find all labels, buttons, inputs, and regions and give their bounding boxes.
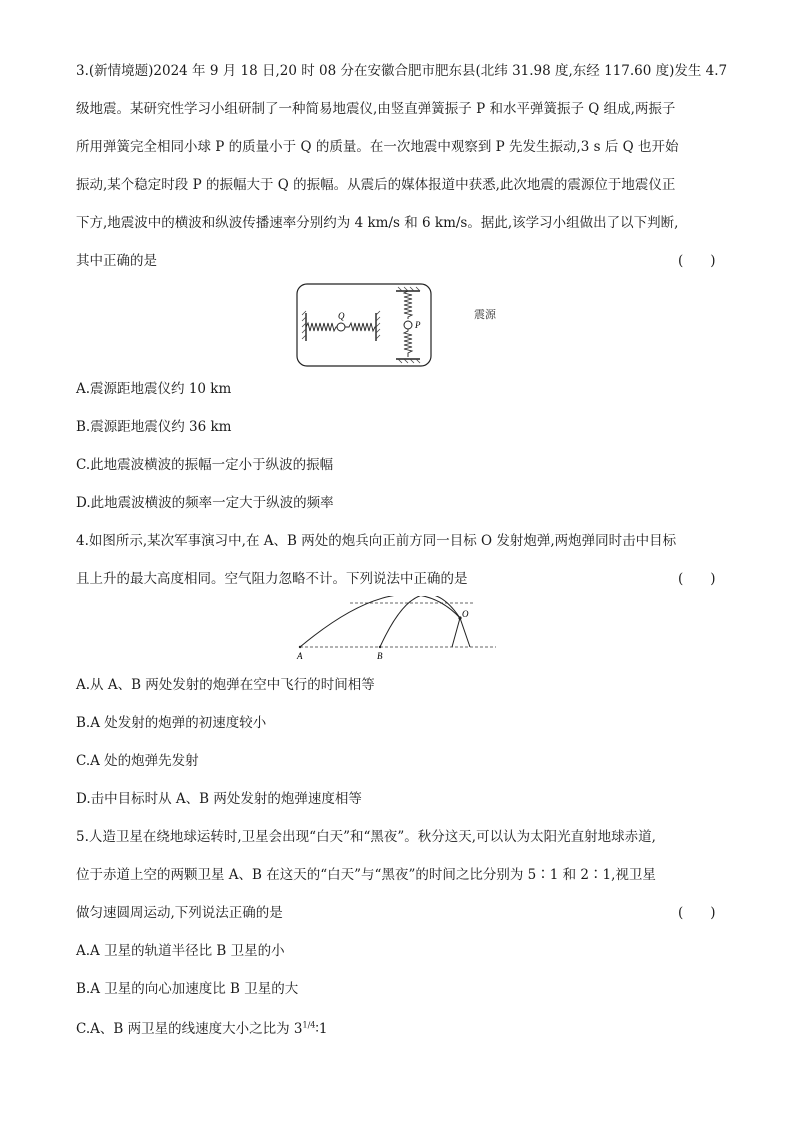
q4-option-c: C.A 处的炮弹先发射	[76, 753, 199, 769]
q3-seismometer-figure	[296, 283, 432, 367]
q3-option-c: C.此地震波横波的振幅一定小于纵波的振幅	[76, 457, 334, 473]
q3-option-d: D.此地震波横波的频率一定大于纵波的频率	[76, 495, 334, 511]
q5-option-c-prefix: C.A、B 两卫星的线速度大小之比为 3	[76, 1021, 303, 1037]
q4-line-1: 4.如图所示,某次军事演习中,在 A、B 两处的炮兵向正前方同一目标 O 发射炮弹,两炮弹同时击中目标	[76, 533, 677, 549]
q5-option-c	[76, 1019, 327, 1039]
q4-option-a: A.从 A、B 两处发射的炮弹在空中飞行的时间相等	[76, 677, 375, 693]
q3-line-1: 3.(新情境题)2024 年 9 月 18 日,20 时 08 分在安徽合肥市肥东县(北纬 31.98 度,东经 117.60 度)发生 4.7	[76, 63, 728, 79]
q4-line-2: 且上升的最大高度相同。空气阻力忽略不计。下列说法中正确的是	[76, 571, 468, 587]
q4-label-a: A	[297, 651, 303, 661]
q3-label-source: 震源	[474, 308, 496, 321]
q5-line-3: 做匀速圆周运动,下列说法正确的是	[76, 905, 283, 921]
q5-option-a: A.A 卫星的轨道半径比 B 卫星的小	[76, 943, 285, 959]
q3-line-4: 振动,某个稳定时段 P 的振幅大于 Q 的振幅。从震后的媒体报道中获悉,此次地震的震源位于地震仪正	[76, 177, 676, 193]
q4-option-b: B.A 处发射的炮弹的初速度较小	[76, 715, 267, 731]
q5-line-2: 位于赤道上空的两颗卫星 A、B 在这天的“白天”与“黑夜”的时间之比分别为 5∶1 和 2∶1,视卫星	[76, 867, 656, 883]
q3-line-5: 下方,地震波中的横波和纵波传播速率分别约为 4 km/s 和 6 km/s。据此,该学习小组做出了以下判断,	[76, 215, 679, 231]
q4-label-o: O	[462, 609, 469, 619]
q4-option-d: D.击中目标时从 A、B 两处发射的炮弹速度相等	[76, 791, 362, 807]
q3-label-p: P	[415, 320, 421, 330]
q3-line-3: 所用弹簧完全相同小球 P 的质量小于 Q 的质量。在一次地震中观察到 P 先发生振动,3 s 后 Q 也开始	[76, 139, 679, 155]
q4-label-b: B	[377, 651, 383, 661]
q3-line-6: 其中正确的是	[76, 253, 157, 269]
q4-answer-paren: ( )	[678, 571, 716, 587]
q3-line-2: 级地震。某研究性学习小组研制了一种简易地震仪,由竖直弹簧振子 P 和水平弹簧振子 Q 组成,两振子	[76, 101, 676, 117]
q5-line-1: 5.人造卫星在绕地球运转时,卫星会出现“白天”和“黑夜”。秋分这天,可以认为太阳光直射地球赤道,	[76, 829, 656, 845]
q5-option-c-exponent: 1/4	[302, 1020, 316, 1030]
q5-answer-paren: ( )	[678, 905, 716, 921]
q5-option-b: B.A 卫星的向心加速度比 B 卫星的大	[76, 981, 299, 997]
q4-trajectory-figure	[290, 596, 500, 662]
q3-option-b: B.震源距地震仪约 36 km	[76, 419, 232, 435]
q3-label-q: Q	[338, 311, 345, 321]
q5-option-c-suffix: ∶1	[315, 1021, 328, 1037]
q3-option-a: A.震源距地震仪约 10 km	[76, 381, 232, 397]
q3-answer-paren: ( )	[678, 253, 716, 269]
